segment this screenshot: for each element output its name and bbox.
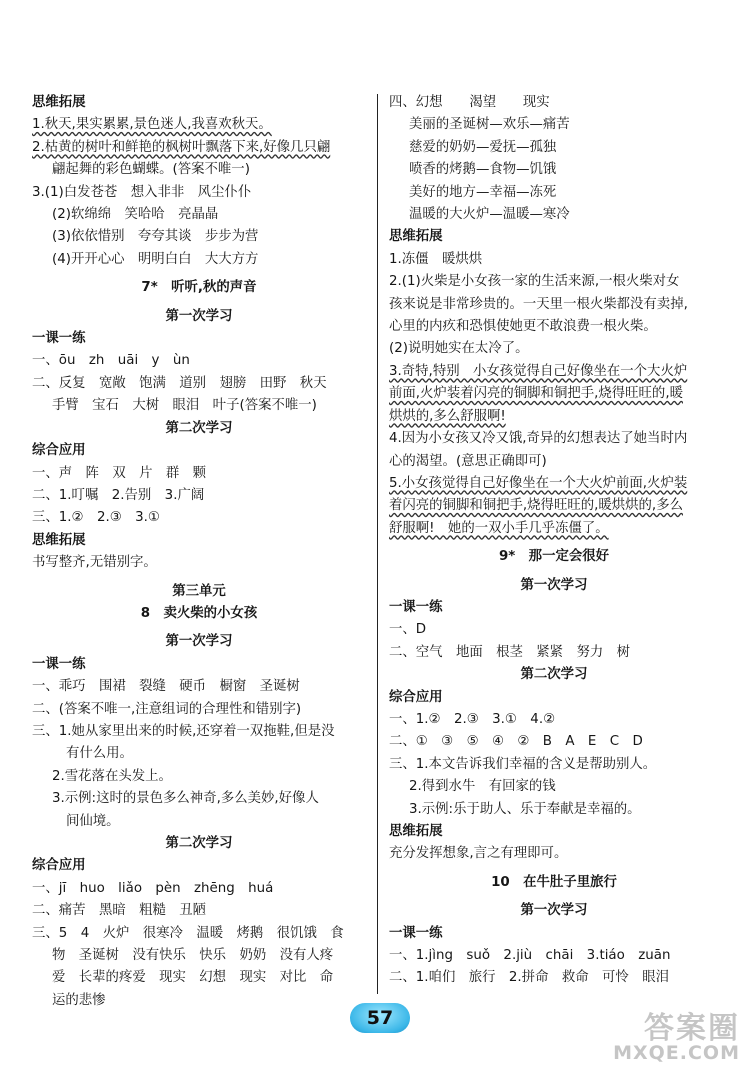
text-line: 手臂 宝石 大树 眼泪 叶子(答案不唯一): [52, 398, 317, 414]
watermark-url: MXQE.COM: [613, 1042, 740, 1064]
text-line: 运的悲惨: [52, 992, 106, 1008]
watermark: [613, 1011, 740, 1064]
text-line: 三、1.② 2.③ 3.①: [32, 510, 160, 526]
section-heading: 综合应用: [389, 689, 443, 705]
lesson-title: 第二次学习: [165, 836, 233, 851]
text-line: 一、ōu zh uāi y ùn: [32, 353, 190, 369]
text-line: 前面,火炉装着闪亮的铜脚和铜把手,烧得旺旺的,暖: [389, 386, 683, 402]
text-line: 爱 长辈的疼爱 现实 幻想 现实 对比 命: [52, 970, 334, 986]
text-line: 3.奇特,特别 小女孩觉得自己好像坐在一个大火炉: [389, 363, 688, 379]
watermark-logo-text: 答案圈: [644, 1011, 740, 1046]
section-heading: 一课一练: [32, 331, 86, 347]
text-line: 一、jī huo liǎo pèn zhēng huá: [32, 880, 274, 896]
text-line: 三、5 4 火炉 很寒冷 温暖 烤鹅 很饥饿 食: [32, 925, 344, 941]
text-line: 美好的地方—幸福—冻死: [409, 184, 557, 200]
text-line: 烘烘的,多么舒服啊!: [389, 408, 506, 424]
text-line: 一、声 阵 双 片 群 颗: [32, 465, 207, 481]
section-heading: 思维拓展: [32, 95, 86, 110]
text-line: 2.(1)火柴是小女孩一家的生活来源,一根火柴对女: [389, 274, 680, 290]
text-line: 3.(1)白发苍苍 想入非非 风尘仆仆: [32, 184, 252, 200]
text-line: 慈爱的奶奶—爱抚—孤独: [409, 139, 557, 155]
text-line: 一、1.② 2.③ 3.① 4.②: [389, 711, 556, 727]
text-line: 二、① ③ ⑤ ④ ② B A E C D: [389, 734, 643, 750]
text-line: 一、1.jìng suǒ 2.jiù chāi 3.tiáo zuān: [389, 948, 671, 964]
text-line: 四、幻想 渴望 现实: [389, 95, 550, 110]
section-heading: 思维拓展: [32, 532, 86, 548]
text-line: (3)依依惜别 夸夸其谈 步步为营: [52, 229, 259, 245]
text-line: 着闪亮的铜脚和铜把手,烧得旺旺的,暖烘烘的,多么: [389, 498, 683, 514]
text-line: 舒服啊! 她的一双小手几乎冻僵了。: [389, 520, 609, 536]
text-line: 充分发挥想象,言之有理即可。: [389, 846, 568, 862]
text-line: 二、1.叮嘱 2.告别 3.广阔: [32, 487, 205, 503]
text-line: 间仙境。: [66, 813, 120, 829]
text-line: 一、乖巧 围裙 裂缝 硬币 橱窗 圣诞树: [32, 679, 300, 695]
lesson-title: 第二次学习: [520, 667, 588, 683]
section-heading: 思维拓展: [389, 824, 443, 839]
text-line: 温暖的大火炉—温暖—寒冷: [409, 207, 570, 223]
text-line: 1.冻僵 暖烘烘: [389, 251, 483, 267]
text-line: 3.示例:乐于助人、乐于奉献是幸福的。: [409, 801, 641, 817]
text-line: (2)说明她实在太冷了。: [389, 341, 529, 357]
section-heading: 综合应用: [32, 443, 86, 459]
section-heading: 一课一练: [389, 599, 443, 615]
text-line: 书写整齐,无错别字。: [32, 555, 157, 571]
text-line: 喷香的烤鹅—食物—饥饿: [409, 162, 557, 178]
column-divider: [377, 94, 378, 994]
text-line: 心的渴望。(意思正确即可): [389, 453, 547, 469]
text-line: 3.示例:这时的景色多么神奇,多么美妙,好像人: [52, 791, 319, 807]
text-line: 二、空气 地面 根茎 紧紧 努力 树: [389, 644, 631, 660]
lesson-title: 第一次学习: [165, 308, 233, 324]
text-line: 二、痛苦 黑暗 粗糙 丑陋: [32, 903, 207, 919]
left-column: [32, 92, 366, 1012]
text-line: 一、D: [389, 622, 427, 638]
text-line: 2.雪花落在头发上。: [52, 768, 172, 784]
lesson-title: 7* 听听,秋的声音: [141, 280, 257, 296]
lesson-title: 8 卖火柴的小女孩: [140, 605, 258, 621]
text-line: 5.小女孩觉得自己好像坐在一个大火炉前面,火炉装: [389, 475, 688, 491]
text-line: (4)开开心心 明明白白 大大方方: [52, 251, 259, 267]
right-column: [389, 92, 719, 990]
text-line: 二、反复 宽敞 饱满 道别 翅膀 田野 秋天: [32, 375, 327, 391]
text-line: 二、1.咱们 旅行 2.拼命 救命 可怜 眼泪: [389, 970, 669, 986]
text-line: 有什么用。: [66, 746, 133, 762]
page-number: 57: [350, 1003, 410, 1033]
text-line: 翩起舞的彩色蝴蝶。(答案不唯一): [52, 162, 250, 178]
section-heading: 一课一练: [389, 925, 443, 941]
text-line: 心里的内疚和恐惧使她更不敢浪费一根火柴。: [389, 319, 657, 335]
lesson-title: 第一次学习: [520, 577, 588, 593]
lesson-title: 第一次学习: [165, 634, 233, 650]
text-line: 三、1.本文告诉我们幸福的含义是帮助别人。: [389, 756, 657, 772]
lesson-title: 第二次学习: [165, 420, 233, 436]
lesson-title: 第三单元: [172, 583, 226, 599]
section-heading: 思维拓展: [389, 229, 443, 245]
lesson-title: 第一次学习: [520, 903, 588, 919]
text-line: 美丽的圣诞树—欢乐—痛苦: [409, 117, 570, 133]
section-heading: 综合应用: [32, 858, 86, 874]
text-line: (2)软绵绵 笑哈哈 亮晶晶: [52, 207, 219, 223]
text-line: 孩来说是非常珍贵的。一天里一根火柴都没有卖掉,: [389, 296, 688, 312]
lesson-title: 9* 那一定会很好: [498, 549, 610, 565]
text-line: 2.得到水牛 有回家的钱: [409, 779, 556, 795]
text-line: 二、(答案不唯一,注意组词的合理性和错别字): [32, 701, 302, 717]
text-line: 1.秋天,果实累累,景色迷人,我喜欢秋天。: [32, 117, 272, 133]
text-line: 2.枯黄的树叶和鲜艳的枫树叶飘落下来,好像几只翩: [32, 139, 331, 155]
text-line: 三、1.她从家里出来的时候,还穿着一双拖鞋,但是没: [32, 723, 335, 739]
text-line: 物 圣诞树 没有快乐 快乐 奶奶 没有人疼: [52, 948, 334, 964]
section-heading: 一课一练: [32, 656, 86, 672]
lesson-title: 10 在牛肚子里旅行: [491, 874, 617, 890]
text-line: 4.因为小女孩又冷又饿,奇异的幻想表达了她当时内: [389, 431, 688, 447]
